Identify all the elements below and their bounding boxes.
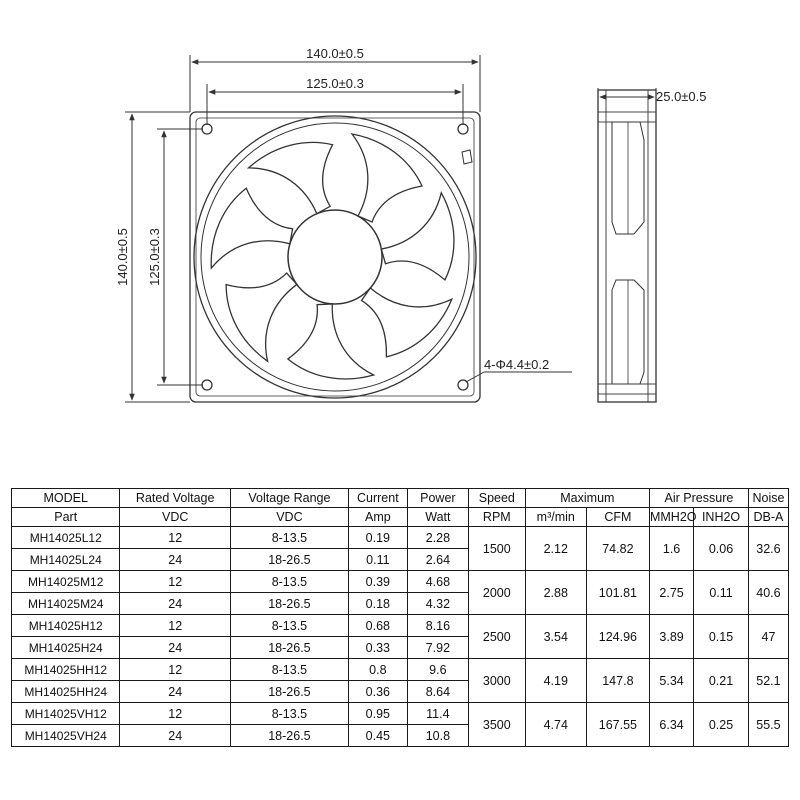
mounting-hole — [202, 124, 212, 134]
cell-current: 0.33 — [348, 637, 407, 659]
cell-rated-voltage: 12 — [120, 615, 231, 637]
cell-current: 0.11 — [348, 549, 407, 571]
depth-label: 25.0±0.5 — [656, 89, 707, 104]
cell-rated-voltage: 24 — [120, 593, 231, 615]
header-air-pressure: Air Pressure — [649, 489, 748, 508]
cell-part: MH14025L12 — [12, 527, 120, 549]
hole-width-label: 125.0±0.3 — [306, 76, 364, 91]
cell-power: 2.28 — [407, 527, 468, 549]
side-flange-bottom — [598, 384, 656, 394]
cell-current: 0.18 — [348, 593, 407, 615]
hole-leader — [466, 372, 484, 382]
cell-cfm: 167.55 — [586, 703, 649, 747]
cell-current: 0.95 — [348, 703, 407, 725]
cell-rpm: 2500 — [468, 615, 525, 659]
header-row-1 — [12, 489, 789, 508]
cell-voltage-range: 18-26.5 — [230, 549, 348, 571]
cell-current: 0.39 — [348, 571, 407, 593]
cell-rpm: 3500 — [468, 703, 525, 747]
side-view — [598, 90, 656, 402]
header-row-2 — [12, 508, 789, 527]
cell-mmh2o: 3.89 — [649, 615, 693, 659]
header-amp: Amp — [348, 508, 407, 527]
cell-rated-voltage: 12 — [120, 659, 231, 681]
cell-rated-voltage: 12 — [120, 527, 231, 549]
cell-power: 2.64 — [407, 549, 468, 571]
header-power: Power — [407, 489, 468, 508]
cell-voltage-range: 8-13.5 — [230, 615, 348, 637]
cell-current: 0.19 — [348, 527, 407, 549]
cell-power: 4.68 — [407, 571, 468, 593]
cell-inh2o: 0.21 — [694, 659, 749, 703]
cell-part: MH14025M12 — [12, 571, 120, 593]
table-row — [12, 703, 789, 725]
header-rated-voltage: Rated Voltage — [120, 489, 231, 508]
cell-cfm: 124.96 — [586, 615, 649, 659]
header-voltage-range: Voltage Range — [230, 489, 348, 508]
cell-rpm: 2000 — [468, 571, 525, 615]
cell-voltage-range: 8-13.5 — [230, 703, 348, 725]
cell-power: 8.16 — [407, 615, 468, 637]
cell-part: MH14025VH24 — [12, 725, 120, 747]
side-flange-top — [598, 112, 656, 122]
cell-part: MH14025HH12 — [12, 659, 120, 681]
cell-dba: 52.1 — [748, 659, 788, 703]
cell-inh2o: 0.25 — [694, 703, 749, 747]
cell-part: MH14025HH24 — [12, 681, 120, 703]
cell-mmh2o: 5.34 — [649, 659, 693, 703]
header-cfm: CFM — [586, 508, 649, 527]
cell-m3min: 4.19 — [525, 659, 586, 703]
header-vdc: VDC — [230, 508, 348, 527]
outer-width-label: 140.0±0.5 — [306, 46, 364, 61]
cell-voltage-range: 18-26.5 — [230, 725, 348, 747]
cell-mmh2o: 2.75 — [649, 571, 693, 615]
cell-part: MH14025L24 — [12, 549, 120, 571]
cell-part: MH14025M24 — [12, 593, 120, 615]
mounting-hole — [458, 124, 468, 134]
cell-power: 4.32 — [407, 593, 468, 615]
header-speed: Speed — [468, 489, 525, 508]
cell-part: MH14025H12 — [12, 615, 120, 637]
fan-shroud-inner — [201, 123, 469, 391]
cell-part: MH14025VH12 — [12, 703, 120, 725]
table-row — [12, 571, 789, 593]
cell-voltage-range: 18-26.5 — [230, 593, 348, 615]
header-current: Current — [348, 489, 407, 508]
header-noise: Noise — [748, 489, 788, 508]
fan-frame-inner — [196, 118, 474, 396]
side-frame — [598, 90, 656, 402]
fan-shroud-outer — [194, 116, 476, 398]
cell-current: 0.68 — [348, 615, 407, 637]
cell-rated-voltage: 12 — [120, 703, 231, 725]
hole-spec-label: 4-Φ4.4±0.2 — [484, 357, 550, 372]
header-rpm: RPM — [468, 508, 525, 527]
header-m3min: m³/min — [525, 508, 586, 527]
cell-inh2o: 0.15 — [694, 615, 749, 659]
cell-rated-voltage: 24 — [120, 681, 231, 703]
cell-rpm: 3000 — [468, 659, 525, 703]
header-maximum: Maximum — [525, 489, 649, 508]
cell-dba: 40.6 — [748, 571, 788, 615]
header-part: Part — [12, 508, 120, 527]
cell-voltage-range: 8-13.5 — [230, 659, 348, 681]
cell-power: 8.64 — [407, 681, 468, 703]
cell-voltage-range: 8-13.5 — [230, 571, 348, 593]
cell-mmh2o: 6.34 — [649, 703, 693, 747]
cell-rated-voltage: 24 — [120, 725, 231, 747]
cell-m3min: 2.12 — [525, 527, 586, 571]
cell-rated-voltage: 12 — [120, 571, 231, 593]
cell-rpm: 1500 — [468, 527, 525, 571]
cell-cfm: 101.81 — [586, 571, 649, 615]
cell-cfm: 147.8 — [586, 659, 649, 703]
cell-inh2o: 0.11 — [694, 571, 749, 615]
table-row — [12, 527, 789, 549]
fan-hub — [288, 210, 382, 304]
cell-voltage-range: 18-26.5 — [230, 681, 348, 703]
wire-notch — [462, 150, 472, 164]
cell-current: 0.45 — [348, 725, 407, 747]
dimension-lines — [125, 55, 572, 402]
fan-blade — [249, 113, 361, 222]
outer-height-label: 140.0±0.5 — [115, 228, 130, 286]
front-view — [190, 112, 485, 406]
cell-voltage-range: 18-26.5 — [230, 637, 348, 659]
spec-table — [11, 488, 789, 747]
header-mmh2o: MMH2O — [649, 508, 693, 527]
cell-power: 7.92 — [407, 637, 468, 659]
cell-dba: 32.6 — [748, 527, 788, 571]
cell-mmh2o: 1.6 — [649, 527, 693, 571]
cell-voltage-range: 8-13.5 — [230, 527, 348, 549]
fan-blades — [196, 113, 486, 406]
header-dba: DB-A — [748, 508, 788, 527]
cell-m3min: 3.54 — [525, 615, 586, 659]
cell-m3min: 4.74 — [525, 703, 586, 747]
cell-rated-voltage: 24 — [120, 637, 231, 659]
cell-dba: 55.5 — [748, 703, 788, 747]
fan-blade — [196, 180, 297, 268]
header-inh2o: INH2O — [694, 508, 749, 527]
mounting-hole — [202, 380, 212, 390]
cell-power: 10.8 — [407, 725, 468, 747]
cell-m3min: 2.88 — [525, 571, 586, 615]
cell-part: MH14025H24 — [12, 637, 120, 659]
cell-cfm: 74.82 — [586, 527, 649, 571]
header-watt: Watt — [407, 508, 468, 527]
hole-height-label: 125.0±0.3 — [147, 228, 162, 286]
cell-dba: 47 — [748, 615, 788, 659]
cell-current: 0.8 — [348, 659, 407, 681]
table-row — [12, 659, 789, 681]
cell-current: 0.36 — [348, 681, 407, 703]
table-row — [12, 615, 789, 637]
header-model: MODEL — [12, 489, 120, 508]
header-vdc: VDC — [120, 508, 231, 527]
cell-power: 9.6 — [407, 659, 468, 681]
cell-rated-voltage: 24 — [120, 549, 231, 571]
fan-frame-outline — [190, 112, 480, 402]
cell-inh2o: 0.06 — [694, 527, 749, 571]
cell-power: 11.4 — [407, 703, 468, 725]
